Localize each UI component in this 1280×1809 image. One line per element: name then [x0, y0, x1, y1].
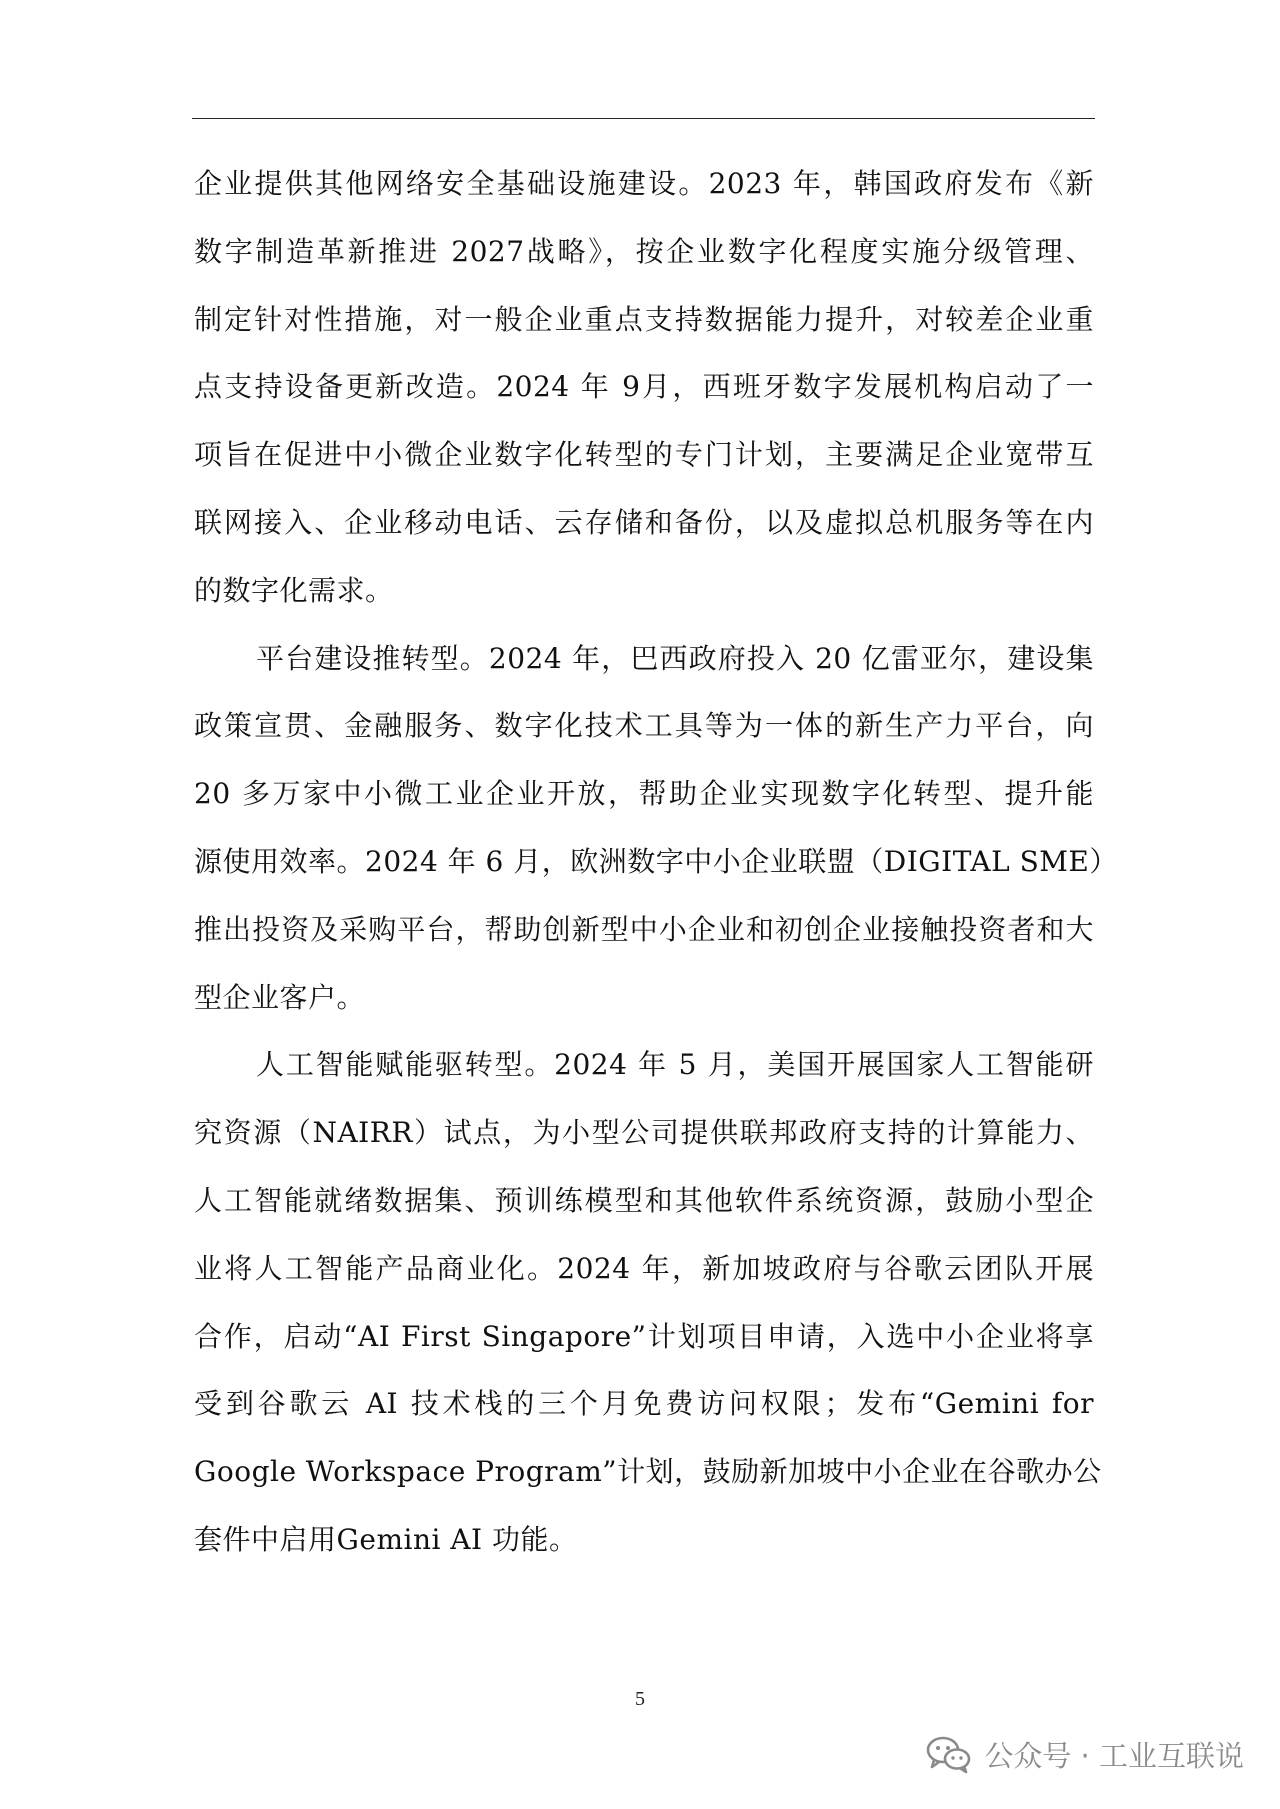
text-line: 制定针对性措施，对一般企业重点支持数据能力提升，对较差企业重 — [194, 302, 1094, 336]
text-line: 联网接入、企业移动电话、云存储和备份，以及虚拟总机服务等在内 — [194, 505, 1094, 539]
paragraph-3 — [194, 1031, 1102, 1573]
text-line: 的数字化需求。 — [194, 573, 394, 607]
text-line: 源使用效率。2024 年 6 月，欧洲数字中小企业联盟（DIGITAL SME） — [194, 844, 1118, 878]
text-line: Google Workspace Program”计划，鼓励新加坡中小企业在谷歌办公 — [194, 1455, 1102, 1489]
page-number: 5 — [635, 1688, 645, 1710]
text-line: 政策宣贯、金融服务、数字化技术工具等为一体的新生产力平台，向 — [194, 709, 1094, 743]
body-text — [194, 150, 1118, 1574]
text-line: 受到谷歌云 AI 技术栈的三个月免费访问权限；发布“Gemini for — [194, 1387, 1094, 1421]
watermark-text: 公众号 · 工业互联说 — [984, 1738, 1244, 1773]
text-line: 项旨在促进中小微企业数字化转型的专门计划，主要满足企业宽带互 — [194, 438, 1094, 472]
text-line: 企业提供其他网络安全基础设施建设。2023 年，韩国政府发布《新 — [194, 167, 1094, 200]
text-line: 推出投资及采购平台，帮助创新型中小企业和初创企业接触投资者和大 — [194, 912, 1094, 946]
text-line: 套件中启用Gemini AI 功能。 — [194, 1522, 578, 1556]
text-line: 数字制造革新推进 2027战略》，按企业数字化程度实施分级管理、 — [194, 234, 1094, 268]
paragraph-2 — [194, 625, 1118, 1032]
watermark — [926, 1732, 1244, 1776]
text-line: 平台建设推转型。2024 年，巴西政府投入 20 亿雷亚尔，建设集 — [256, 641, 1094, 675]
header-rule — [192, 118, 1095, 119]
text-line: 人工智能就绪数据集、预训练模型和其他软件系统资源，鼓励小型企 — [194, 1183, 1094, 1217]
text-line: 点支持设备更新改造。2024 年 9月，西班牙数字发展机构启动了一 — [194, 370, 1094, 404]
text-line: 型企业客户。 — [194, 980, 366, 1014]
text-line: 20 多万家中小微工业企业开放，帮助企业实现数字化转型、提升能 — [194, 777, 1094, 811]
paragraph-1 — [194, 150, 1094, 625]
text-line: 业将人工智能产品商业化。2024 年，新加坡政府与谷歌云团队开展 — [194, 1251, 1094, 1285]
text-line: 究资源（NAIRR）试点，为小型公司提供联邦政府支持的计算能力、 — [194, 1116, 1094, 1150]
wechat-icon — [926, 1734, 972, 1774]
text-line: 合作，启动“AI First Singapore”计划项目申请，入选中小企业将享 — [194, 1319, 1094, 1353]
text-line: 人工智能赋能驱转型。2024 年 5 月，美国开展国家人工智能研 — [256, 1048, 1094, 1082]
